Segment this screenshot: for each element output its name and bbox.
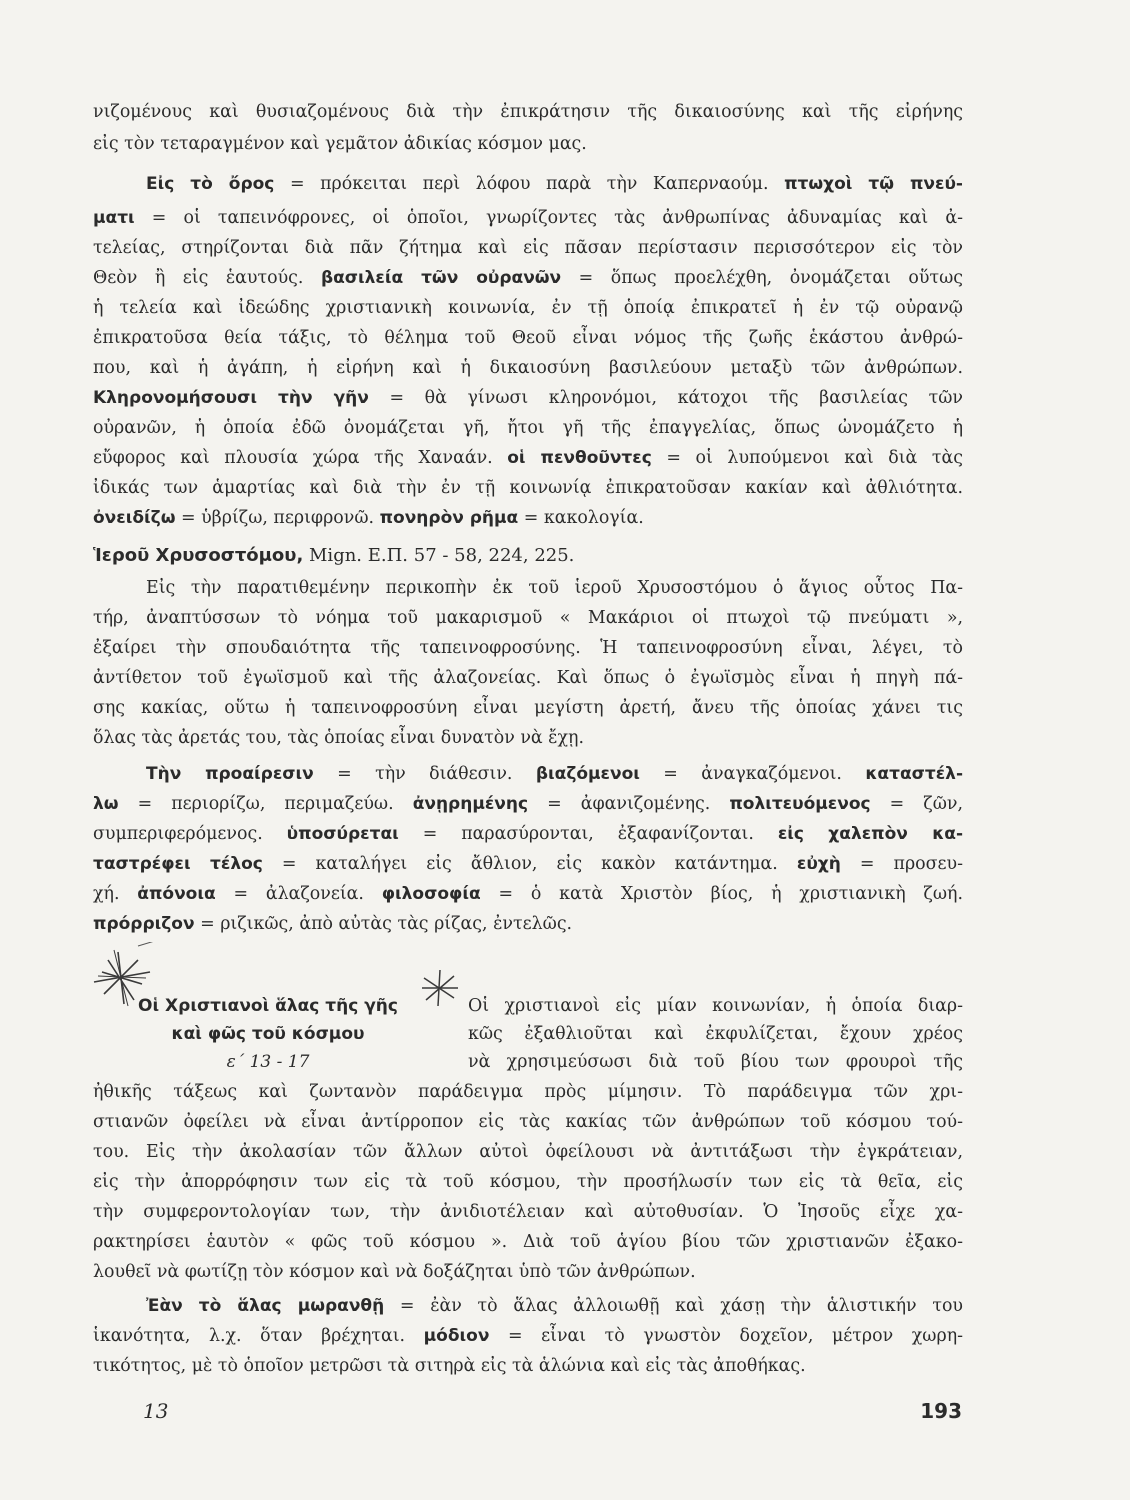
signature-number: 13 — [143, 1399, 169, 1423]
glossary-line: τελείας, στηρίζονται διὰ πᾶν ζήτημα καὶ εἰς πᾶσαν περίστασιν περισσότερον εἰς τὸν — [93, 238, 963, 258]
section-reference: ε΄ 13 - 17 — [226, 1052, 310, 1072]
text-line: λουθεῖ νὰ φωτίζῃ τὸν κόσμον καὶ νὰ δοξάζηται ὑπὸ τῶν ἀνθρώπων. — [93, 1262, 696, 1282]
glossary-term: πολιτευόμενος — [729, 794, 871, 814]
glossary-line: ἡ τελεία καὶ ἰδεώδης χριστιανικὴ κοινωνία, ἐν τῇ ὁποίᾳ ἐπικρατεῖ ἡ ἐν τῷ οὐρανῷ — [93, 298, 963, 318]
text-line: στιανῶν ὀφείλει νὰ εἶναι ἀντίρροπον εἰς τὰς κακίας τῶν ἀνθρώπων τοῦ κόσμου τού- — [93, 1112, 963, 1132]
glossary-line: Θεὸν ἢ εἰς ἑαυτούς. βασιλεία τῶν οὐρανῶν = ὅπως προελέχθη, ὀνομάζεται οὕτως — [93, 268, 963, 288]
page-number: 193 — [920, 1399, 962, 1423]
glossary-line: που, καὶ ἡ ἀγάπη, ἡ εἰρήνη καὶ ἡ δικαιοσύνη βασιλεύουν μεταξὺ τῶν ἀνθρώπων. — [93, 358, 963, 378]
glossary-term: ὀνειδίζω — [93, 508, 176, 528]
glossary-term: ὑποσύρεται — [286, 824, 399, 844]
glossary-term: ἀνῃρημένης — [412, 794, 529, 814]
glossary-term: ματι — [93, 208, 135, 228]
text-line: ρακτηρίσει ἑαυτὸν « φῶς τοῦ κόσμου ». Διὰ τοῦ ἁγίου βίου τῶν χριστιανῶν ἐξακο- — [93, 1232, 963, 1252]
glossary-term: Εἰς τὸ ὄρος — [146, 174, 275, 194]
glossary-term: εὐχὴ — [796, 854, 841, 874]
glossary-line: ὀνειδίζω = ὑβρίζω, περιφρονῶ. πονηρὸν ρῆμα = κακολογία. — [93, 508, 644, 528]
glossary-line: ἱκανότητα, λ.χ. ὅταν βρέχηται. μόδιον = εἶναι τὸ γνωστὸν δοχεῖον, μέτρον χωρη- — [93, 1326, 963, 1346]
glossary-line: Ἐὰν τὸ ἅλας μωρανθῇ = ἐὰν τὸ ἅλας ἀλλοιωθῇ καὶ χάσῃ τὴν ἁλιστικήν του — [146, 1296, 963, 1316]
glossary-term: εἰς χαλεπὸν κα- — [777, 824, 964, 844]
source-heading — [93, 543, 574, 569]
glossary-line: λω = περιορίζω, περιμαζεύω. ἀνῃρημένης = ἀφανιζομένης. πολιτευόμενος = ζῶν, — [93, 794, 963, 814]
side-text-line: κῶς ἐξαθλιοῦται καὶ ἐκφυλίζεται, ἔχουν χρέος — [468, 1024, 963, 1044]
text-line: ὅλας τὰς ἀρετάς του, τὰς ὁποίας εἶναι δυνατὸν νὰ ἔχῃ. — [93, 728, 584, 748]
section-title-line-1: Οἱ Χριστιανοὶ ἅλας τῆς γῆς — [138, 996, 398, 1016]
text-line: εἰς τὸν τεταραγμένον καὶ γεμᾶτον ἀδικίας κόσμον μας. — [93, 134, 587, 154]
source-reference: Mign. Ε.Π. 57 - 58, 224, 225. — [303, 545, 575, 566]
text-line: του. Εἰς τὴν ἀκολασίαν τῶν ἄλλων αὐτοὶ ὀφείλουσι νὰ ἀντιτάξωσι τὴν ἐγκράτειαν, — [93, 1142, 963, 1162]
source-author: Ἱεροῦ Χρυσοστόμου, — [93, 545, 304, 566]
glossary-term: Τὴν προαίρεσιν — [146, 764, 314, 784]
glossary-line: ἐπικρατοῦσα θεία τάξις, τὸ θέλημα τοῦ Θεοῦ εἶναι νόμος τῆς ζωῆς ἑκάστου ἀνθρώ- — [93, 328, 963, 348]
glossary-term: καταστέλ- — [865, 764, 963, 784]
glossary-line: συμπεριφερόμενος. ὑποσύρεται = παρασύρονται, ἐξαφανίζονται. εἰς χαλεπὸν κα- — [93, 824, 964, 844]
text-line: τὴν συμφεροντολογίαν των, τὴν ἀνιδιοτέλειαν καὶ αὐτοθυσίαν. Ὁ Ἰησοῦς εἶχε χα- — [93, 1202, 963, 1222]
glossary-term: ταστρέφει τέλος — [93, 854, 263, 874]
glossary-term: φιλοσοφία — [381, 884, 481, 904]
glossary-line: Εἰς τὸ ὄρος = πρόκειται περὶ λόφου παρὰ τὴν Καπερναούμ. πτωχοὶ τῷ πνεύ- — [146, 174, 963, 194]
glossary-line: Κληρονομήσουσι τὴν γῆν = θὰ γίνωσι κληρονόμοι, κάτοχοι τῆς βασιλείας τῶν — [93, 388, 963, 408]
glossary-term: πονηρὸν ρῆμα — [379, 508, 519, 528]
glossary-line: Τὴν προαίρεσιν = τὴν διάθεσιν. βιαζόμενοι = ἀναγκαζόμενοι. καταστέλ- — [146, 764, 963, 784]
glossary-term: οἱ πενθοῦντες — [507, 448, 652, 468]
text-line: ἀντίθετον τοῦ ἐγωϊσμοῦ καὶ τῆς ἀλαζονείας. Καὶ ὅπως ὁ ἐγωϊσμὸς εἶναι ἡ πηγὴ πά- — [93, 668, 963, 688]
text-line: σης κακίας, οὕτω ἡ ταπεινοφροσύνη εἶναι μεγίστη ἀρετή, ἄνευ τῆς ὁποίας χάνει τις — [93, 698, 963, 718]
glossary-line: ματι = οἱ ταπεινόφρονες, οἱ ὁποῖοι, γνωρίζοντες τὰς ἀνθρωπίνας ἀδυναμίας καὶ ἀ- — [93, 208, 963, 228]
glossary-line: οὐρανῶν, ἡ ὁποία ἐδῶ ὀνομάζεται γῆ, ἤτοι γῆ τῆς ἐπαγγελίας, ὅπως ὠνομάζετο ἡ — [93, 418, 963, 438]
glossary-term: βασιλεία τῶν οὐρανῶν — [320, 268, 562, 288]
glossary-term: Ἐὰν τὸ ἅλας μωρανθῇ — [146, 1296, 385, 1316]
text-line: εἰς τὴν ἀπορρόφησιν των εἰς τὰ τοῦ κόσμου, τὴν προσήλωσίν των εἰς τὰ θεῖα, εἰς — [93, 1172, 963, 1192]
glossary-line: τικότητος, μὲ τὸ ὁποῖον μετρῶσι τὰ σιτηρὰ εἰς τὰ ἁλώνια καὶ εἰς τὰς ἀποθήκας. — [93, 1356, 806, 1376]
text-line: τήρ, ἀναπτύσσων τὸ νόημα τοῦ μακαρισμοῦ « Μακάριοι οἱ πτωχοὶ τῷ πνεύματι », — [93, 608, 963, 628]
glossary-line: ταστρέφει τέλος = καταλήγει εἰς ἄθλιον, εἰς κακὸν κατάντημα. εὐχὴ = προσευ- — [93, 854, 963, 874]
text-line: Εἰς τὴν παρατιθεμένην περικοπὴν ἐκ τοῦ ἱεροῦ Χρυσοστόμου ὁ ἅγιος οὗτος Πα- — [146, 578, 963, 598]
glossary-line: ἰδικάς των ἁμαρτίας καὶ διὰ τὴν ἐν τῇ κοινωνίᾳ ἐπικρατοῦσαν κακίαν καὶ ἀθλιότητα. — [93, 478, 963, 498]
side-text-line: νὰ χρησιμεύσωσι διὰ τοῦ βίου των φρουροὶ τῆς — [468, 1052, 963, 1072]
glossary-term: πτωχοὶ τῷ πνεύ- — [784, 174, 963, 194]
glossary-term: βιαζόμενοι — [535, 764, 640, 784]
glossary-term: λω — [93, 794, 119, 814]
text-line: ἠθικῆς τάξεως καὶ ζωντανὸν παράδειγμα πρὸς μίμησιν. Τὸ παράδειγμα τῶν χρι- — [93, 1082, 963, 1102]
glossary-line: εὔφορος καὶ πλουσία χώρα τῆς Χαναάν. οἱ πενθοῦντες = οἱ λυπούμενοι καὶ διὰ τὰς — [93, 448, 963, 468]
side-text-line: Οἱ χριστιανοὶ εἰς μίαν κοινωνίαν, ἡ ὁποία διαρ- — [468, 996, 963, 1016]
text-line: ἐξαίρει τὴν σπουδαιότητα τῆς ταπεινοφροσύνης. Ἡ ταπεινοφροσύνη εἶναι, λέγει, τὸ — [93, 638, 963, 658]
section-title-line-2: καὶ φῶς τοῦ κόσμου — [171, 1024, 365, 1044]
glossary-line: πρόρριζον = ριζικῶς, ἀπὸ αὐτὰς τὰς ρίζας, ἐντελῶς. — [93, 914, 573, 934]
text-line: νιζομένους καὶ θυσιαζομένους διὰ τὴν ἐπικράτησιν τῆς δικαιοσύνης καὶ τῆς εἰρήνης — [93, 102, 963, 122]
glossary-line: χή. ἀπόνοια = ἀλαζονεία. φιλοσοφία = ὁ κατὰ Χριστὸν βίος, ἡ χριστιανικὴ ζωή. — [93, 884, 963, 904]
glossary-term: ἀπόνοια — [137, 884, 216, 904]
glossary-term: πρόρριζον — [93, 914, 195, 934]
glossary-term: Κληρονομήσουσι τὴν γῆν — [93, 388, 369, 408]
glossary-term: μόδιον — [423, 1326, 490, 1346]
